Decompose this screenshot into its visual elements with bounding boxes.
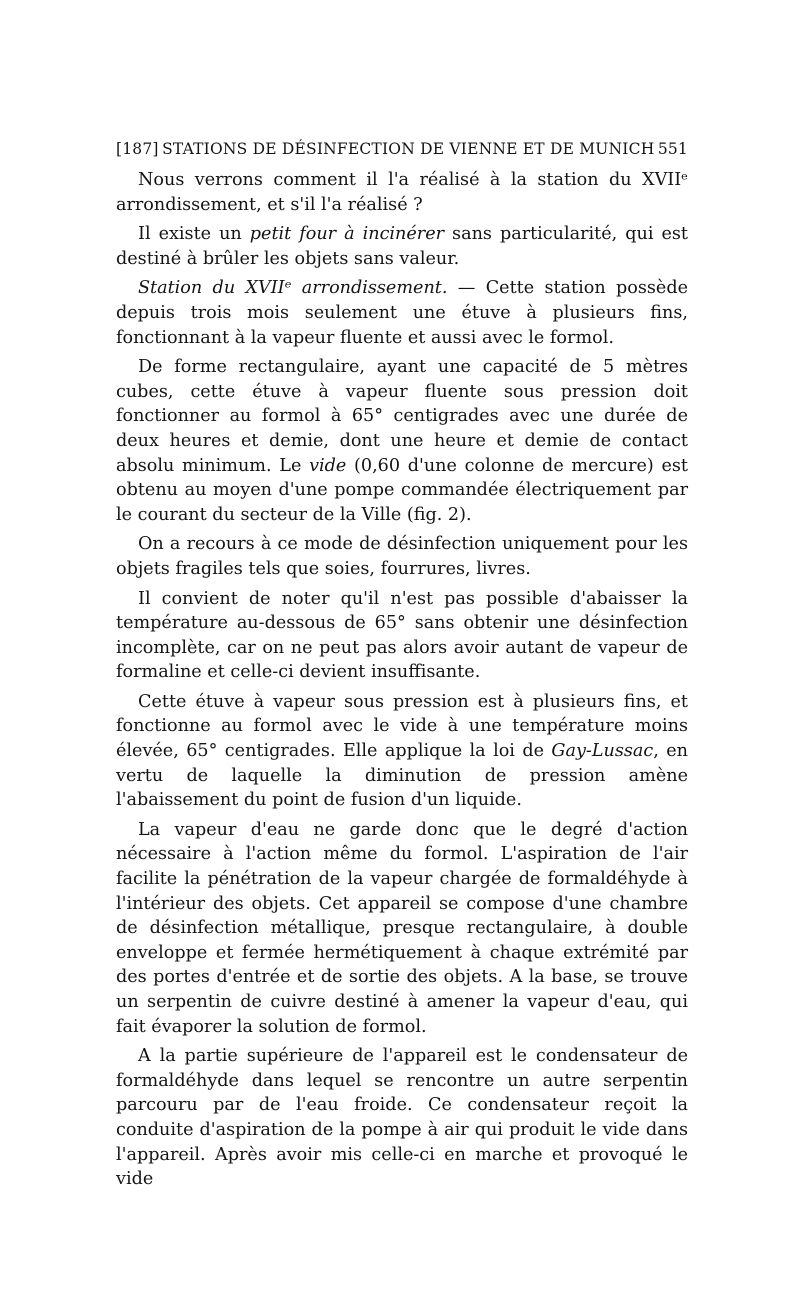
section-heading-paragraph: Station du XVIIᵉ arrondissement. — Cette station possède depuis trois mois seulement une étuve à plusieurs fins, fonctionnant à la vapeur fluente et aussi avec le formol. [116, 278, 688, 348]
italic-text: vide [309, 455, 347, 476]
paragraph: Il existe un petit four à incinérer sans particularité, qui est destiné à brûler les objets sans valeur. [116, 224, 688, 269]
paragraph: Nous verrons comment il l'a réalisé à la station du XVIIᵉ arrondissement, et s'il l'a réalisé ? [116, 170, 688, 215]
italic-text: Gay-Lussac [551, 741, 654, 762]
body-text [116, 168, 688, 1192]
running-title: STATIONS DE DÉSINFECTION DE VIENNE ET DE MUNICH [162, 140, 655, 158]
paragraph: De forme rectangulaire, ayant une capacité de 5 mètres cubes, cette étuve à vapeur fluente sous pression doit fonctionner au formol à 65° centigrades avec une durée de deux heures et demie, dont une heure et demie de contact absolu minimum. Le vide (0,60 d'une colonne de mercure) est obtenu au moyen d'une pompe commandée électriquement par le courant du secteur de la Ville (fig. 2). [116, 357, 688, 525]
paragraph: Cette étuve à vapeur sous pression est à plusieurs fins, et fonctionne au formol avec le vide à une température moins élevée, 65° centigrades. Elle applique la loi de Gay-Lussac, en vertu de laquelle la diminution de pression amène l'abaissement du point de fusion d'un liquide. [116, 691, 688, 811]
running-header [116, 140, 688, 158]
section-heading: Station du XVIIᵉ arrondissement. [138, 278, 448, 299]
paragraph: Il convient de noter qu'il n'est pas possible d'abaisser la température au-dessous de 65° sans obtenir une désinfection incomplète, car on ne peut pas alors avoir autant de vapeur de formaline et celle-ci devient insuffisante. [116, 588, 688, 683]
book-page [116, 140, 688, 1197]
section-reference: [187] [116, 140, 159, 158]
paragraph: A la partie supérieure de l'appareil est le condensateur de formaldéhyde dans lequel se rencontre un autre serpentin parcouru par de l'eau froide. Ce condensateur reçoit la conduite d'aspiration de la pompe à air qui produit le vide dans l'appareil. Après avoir mis celle-ci en marche et provoqué le vide [116, 1046, 688, 1190]
paragraph: La vapeur d'eau ne garde donc que le degré d'action nécessaire à l'action même du formol. L'aspiration de l'air facilite la pénétration de la vapeur chargée de formaldéhyde à l'intérieur des objets. Cet appareil se compose d'une chambre de désinfection métallique, presque rectangulaire, à double enveloppe et fermée hermétiquement à chaque extrémité par des portes d'entrée et de sortie des objets. A la base, se trouve un serpentin de cuivre destiné à amener la vapeur d'eau, qui fait évaporer la solution de formol. [116, 819, 688, 1037]
paragraph: On a recours à ce mode de désinfection uniquement pour les objets fragiles tels que soies, fourrures, livres. [116, 534, 688, 579]
italic-text: petit four à incinérer [249, 224, 445, 245]
page-number: 551 [657, 140, 688, 158]
